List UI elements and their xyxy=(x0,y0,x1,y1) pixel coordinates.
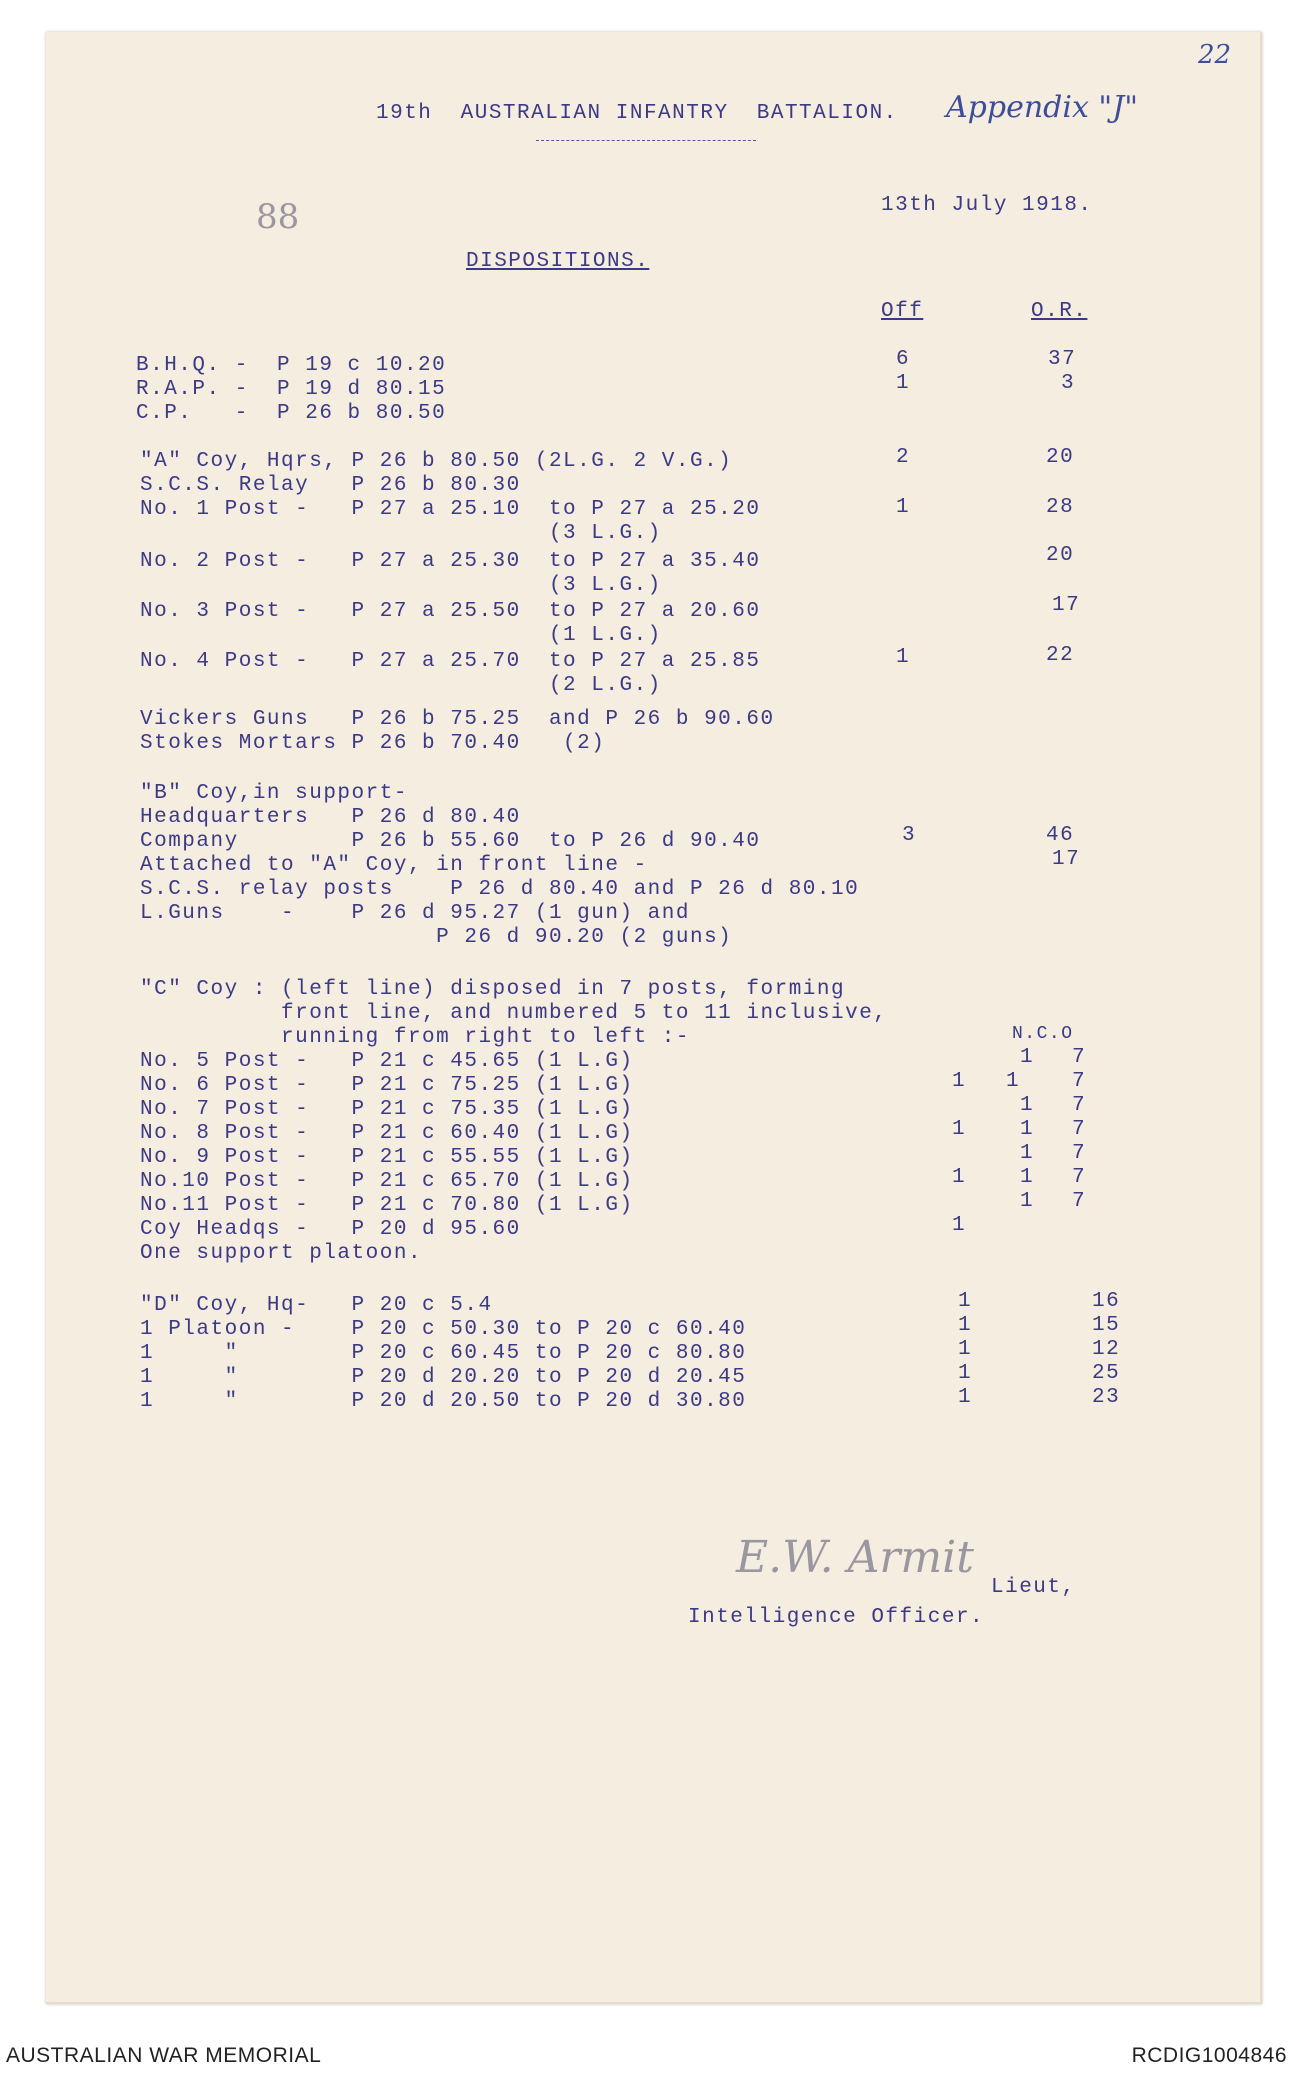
cell-or: 7 xyxy=(1072,1190,1087,1213)
cell-or: 7 xyxy=(1072,1118,1087,1141)
cell-or: 28 xyxy=(1046,496,1075,519)
cell-or: 17 xyxy=(1052,594,1081,617)
nco-header: N.C.O xyxy=(1012,1024,1074,1044)
list-item: No. 1 Post - P 27 a 25.10 to P 27 a 25.20 xyxy=(140,498,761,521)
cell-or: 12 xyxy=(1092,1338,1121,1361)
cell-nco: 1 xyxy=(1020,1118,1035,1141)
list-item: (3 L.G.) xyxy=(140,574,662,597)
cell-off: 1 xyxy=(958,1386,973,1409)
list-item: "A" Coy, Hqrs, P 26 b 80.50 (2L.G. 2 V.G.) xyxy=(140,450,733,473)
cell-off: 1 xyxy=(952,1070,967,1093)
cell-nco: 1 xyxy=(1020,1046,1035,1069)
list-item: S.C.S. Relay P 26 b 80.30 xyxy=(140,474,521,497)
list-item: No. 7 Post - P 21 c 75.35 (1 L.G) xyxy=(140,1098,634,1121)
list-item: 1 " P 20 d 20.20 to P 20 d 20.45 xyxy=(140,1366,747,1389)
cell-off: 6 xyxy=(896,348,911,371)
cell-or: 20 xyxy=(1046,544,1075,567)
cell-or: 22 xyxy=(1046,644,1075,667)
appendix-annotation: Appendix "J" xyxy=(946,90,1139,125)
signature-role: Intelligence Officer. xyxy=(688,1606,985,1629)
list-item: 1 " P 20 d 20.50 to P 20 d 30.80 xyxy=(140,1390,747,1413)
cell-nco: 1 xyxy=(1020,1190,1035,1213)
cell-or: 17 xyxy=(1052,848,1081,871)
list-item: 1 Platoon - P 20 c 50.30 to P 20 c 60.40 xyxy=(140,1318,747,1341)
cell-or: 20 xyxy=(1046,446,1075,469)
list-item: No. 4 Post - P 27 a 25.70 to P 27 a 25.85 xyxy=(140,650,761,673)
cell-or: 15 xyxy=(1092,1314,1121,1337)
cell-or: 7 xyxy=(1072,1070,1087,1093)
col-header-or: O.R. xyxy=(1031,300,1088,323)
cell-off: 1 xyxy=(896,496,911,519)
cell-off: 1 xyxy=(958,1338,973,1361)
battalion-title: 19th AUSTRALIAN INFANTRY BATTALION. xyxy=(376,102,898,125)
list-item: Vickers Guns P 26 b 75.25 and P 26 b 90.60 xyxy=(140,708,775,731)
list-item: "D" Coy, Hq- P 20 c 5.4 xyxy=(140,1294,493,1317)
cell-or: 7 xyxy=(1072,1166,1087,1189)
cell-or: 23 xyxy=(1092,1386,1121,1409)
cell-or: 16 xyxy=(1092,1290,1121,1313)
list-item: Company P 26 b 55.60 to P 26 d 90.40 xyxy=(140,830,761,853)
list-item: (1 L.G.) xyxy=(140,624,662,647)
document-subject: DISPOSITIONS. xyxy=(466,250,650,273)
cell-nco: 1 xyxy=(1020,1142,1035,1165)
cell-off: 1 xyxy=(952,1166,967,1189)
list-item: B.H.Q. - P 19 c 10.20 xyxy=(136,354,447,377)
footer-archive-name: AUSTRALIAN WAR MEMORIAL xyxy=(6,2044,322,2067)
col-header-off: Off xyxy=(881,300,924,323)
signature-rank: Lieut, xyxy=(991,1576,1076,1599)
page-number: 22 xyxy=(1198,40,1232,70)
list-item: No.10 Post - P 21 c 65.70 (1 L.G) xyxy=(140,1170,634,1193)
list-item: "B" Coy,in support- xyxy=(140,782,408,805)
cell-or: 3 xyxy=(1061,372,1076,395)
cell-off: 1 xyxy=(958,1362,973,1385)
list-item: C.P. - P 26 b 80.50 xyxy=(136,402,447,425)
list-item: R.A.P. - P 19 d 80.15 xyxy=(136,378,447,401)
cell-off: 3 xyxy=(902,824,917,847)
cell-off: 2 xyxy=(896,446,911,469)
list-item: No. 2 Post - P 27 a 25.30 to P 27 a 35.40 xyxy=(140,550,761,573)
list-item: Stokes Mortars P 26 b 70.40 (2) xyxy=(140,732,606,755)
section-intro-line: running from right to left :- xyxy=(140,1026,690,1049)
cell-or: 7 xyxy=(1072,1142,1087,1165)
footer-record-id: RCDIG1004846 xyxy=(1131,2044,1287,2067)
title-underline xyxy=(536,140,756,142)
cell-or: 25 xyxy=(1092,1362,1121,1385)
cell-or: 7 xyxy=(1072,1094,1087,1117)
list-item: No. 8 Post - P 21 c 60.40 (1 L.G) xyxy=(140,1122,634,1145)
cell-or: 46 xyxy=(1046,824,1075,847)
list-item: Coy Headqs - P 20 d 95.60 xyxy=(140,1218,521,1241)
list-item: 1 " P 20 c 60.45 to P 20 c 80.80 xyxy=(140,1342,747,1365)
list-item: P 26 d 90.20 (2 guns) xyxy=(140,926,733,949)
list-item: No. 9 Post - P 21 c 55.55 (1 L.G) xyxy=(140,1146,634,1169)
cell-off: 1 xyxy=(958,1314,973,1337)
cell-nco: 1 xyxy=(1020,1094,1035,1117)
pencil-reference: 88 xyxy=(256,197,300,237)
cell-or: 37 xyxy=(1048,348,1077,371)
list-item: Headquarters P 26 d 80.40 xyxy=(140,806,521,829)
list-item: (2 L.G.) xyxy=(140,674,662,697)
list-item: (3 L.G.) xyxy=(140,522,662,545)
list-item: One support platoon. xyxy=(140,1242,423,1265)
cell-off: 1 xyxy=(952,1118,967,1141)
handwritten-signature: E.W. Armit xyxy=(736,1532,974,1583)
list-item: Attached to "A" Coy, in front line - xyxy=(140,854,648,877)
list-item: No. 6 Post - P 21 c 75.25 (1 L.G) xyxy=(140,1074,634,1097)
cell-off: 1 xyxy=(896,646,911,669)
list-item: No. 5 Post - P 21 c 45.65 (1 L.G) xyxy=(140,1050,634,1073)
list-item: S.C.S. relay posts P 26 d 80.40 and P 26 d 80.10 xyxy=(140,878,860,901)
section-intro-line: front line, and numbered 5 to 11 inclusive, xyxy=(140,1002,888,1025)
list-item: L.Guns - P 26 d 95.27 (1 gun) and xyxy=(140,902,690,925)
cell-nco: 1 xyxy=(1006,1070,1021,1093)
cell-off: 1 xyxy=(958,1290,973,1313)
list-item: No.11 Post - P 21 c 70.80 (1 L.G) xyxy=(140,1194,634,1217)
section-intro-line: "C" Coy : (left line) disposed in 7 posts, forming xyxy=(140,978,846,1001)
list-item: No. 3 Post - P 27 a 25.50 to P 27 a 20.60 xyxy=(140,600,761,623)
cell-off: 1 xyxy=(896,372,911,395)
document-date: 13th July 1918. xyxy=(881,194,1093,217)
cell-off: 1 xyxy=(952,1214,967,1237)
document-sheet xyxy=(46,32,1262,2004)
cell-nco: 1 xyxy=(1020,1166,1035,1189)
cell-or: 7 xyxy=(1072,1046,1087,1069)
